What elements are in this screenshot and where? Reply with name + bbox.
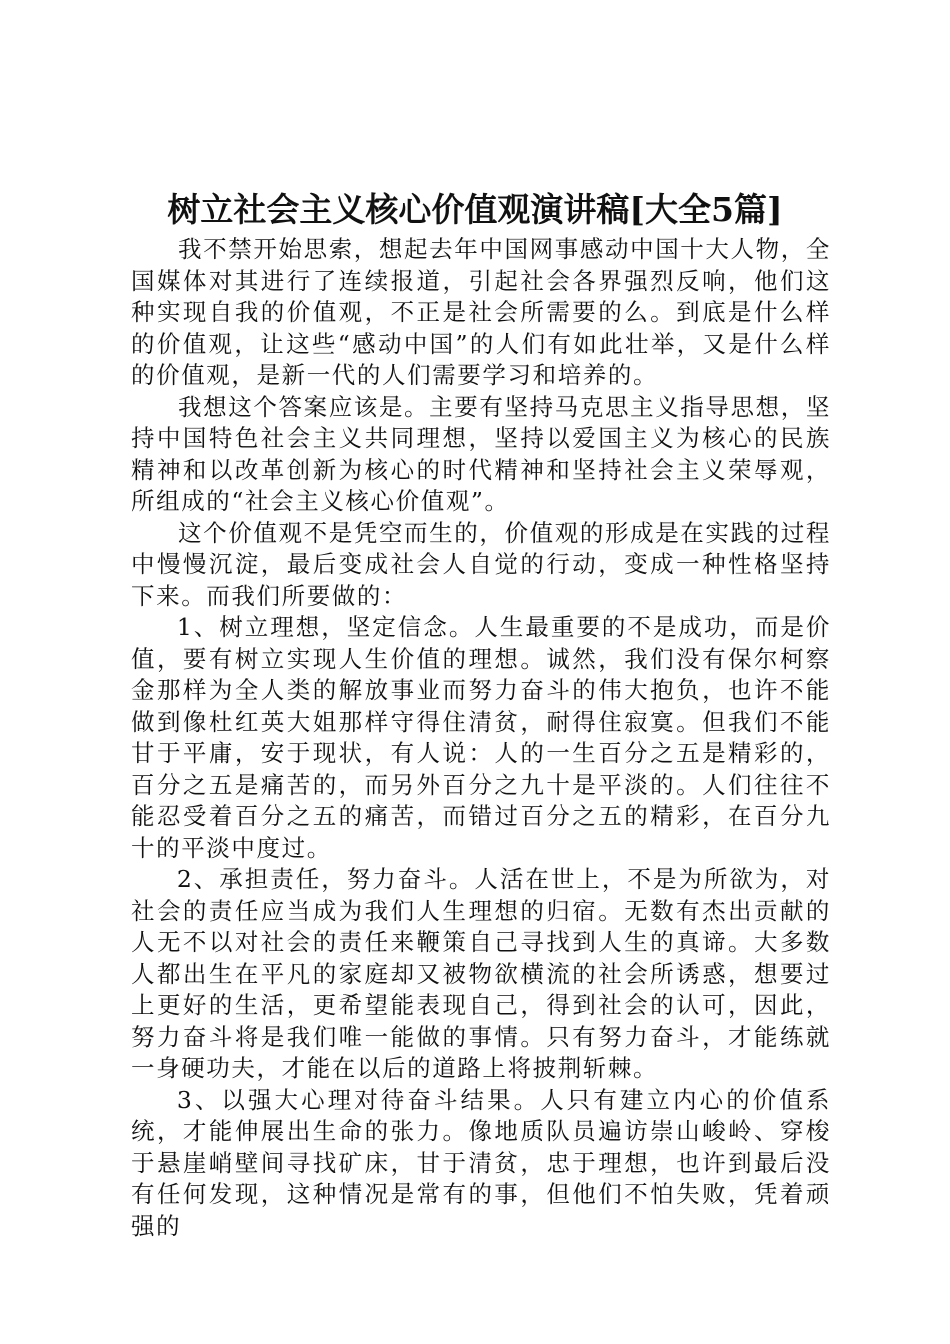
- document-body: [131, 234, 831, 1242]
- document-title: 树立社会主义核心价值观演讲稿[大全5篇]: [167, 190, 783, 229]
- paragraph-point-3: 3、以强大心理对待奋斗结果。人只有建立内心的价值系统，才能伸展出生命的张力。像地质队员遍访崇山峻岭、穿梭于悬崖峭壁间寻找矿床，甘于清贫，忠于理想，也许到最后没有任何发现，这种情况是常有的事，但他们不怕失败，凭着顽强的: [131, 1085, 831, 1240]
- paragraph-formation: 这个价值观不是凭空而生的，价值观的形成是在实践的过程中慢慢沉淀，最后变成社会人自觉的行动，变成一种性格坚持下来。而我们所要做的：: [131, 518, 831, 610]
- paragraph-point-2: 2、承担责任，努力奋斗。人活在世上，不是为所欲为，对社会的责任应当成为我们人生理想的归宿。无数有杰出贡献的人无不以对社会的责任来鞭策自己寻找到人生的真谛。大多数人都出生在平凡的家庭却又被物欲横流的社会所诱惑，想要过上更好的生活，更希望能表现自己，得到社会的认可，因此，努力奋斗将是我们唯一能做的事情。只有努力奋斗，才能练就一身硬功夫，才能在以后的道路上将披荆斩棘。: [131, 865, 831, 1082]
- paragraph-intro: 我不禁开始思索，想起去年中国网事感动中国十大人物，全国媒体对其进行了连续报道，引起社会各界强烈反响，他们这种实现自我的价值观，不正是社会所需要的么。到底是什么样的价值观，让这些“感动中国”的人们有如此壮举，又是什么样的价值观，是新一代的人们需要学习和培养的。: [131, 235, 831, 389]
- paragraph-point-1: 1、树立理想，坚定信念。人生最重要的不是成功，而是价值，要有树立实现人生价值的理想。诚然，我们没有保尔柯察金那样为全人类的解放事业而努力奋斗的伟大抱负，也许不能做到像杜红英大姐那样守得住清贫，耐得住寂寞。但我们不能甘于平庸，安于现状，有人说：人的一生百分之五是精彩的，百分之五是痛苦的，而另外百分之九十是平淡的。人们往往不能忍受着百分之五的痛苦，而错过百分之五的精彩，在百分九十的平淡中度过。: [131, 613, 831, 862]
- paragraph-answer: 我想这个答案应该是。主要有坚持马克思主义指导思想，坚持中国特色社会主义共同理想，坚持以爱国主义为核心的民族精神和以改革创新为核心的时代精神和坚持社会主义荣辱观，所组成的“社会主义核心价值观”。: [131, 392, 831, 515]
